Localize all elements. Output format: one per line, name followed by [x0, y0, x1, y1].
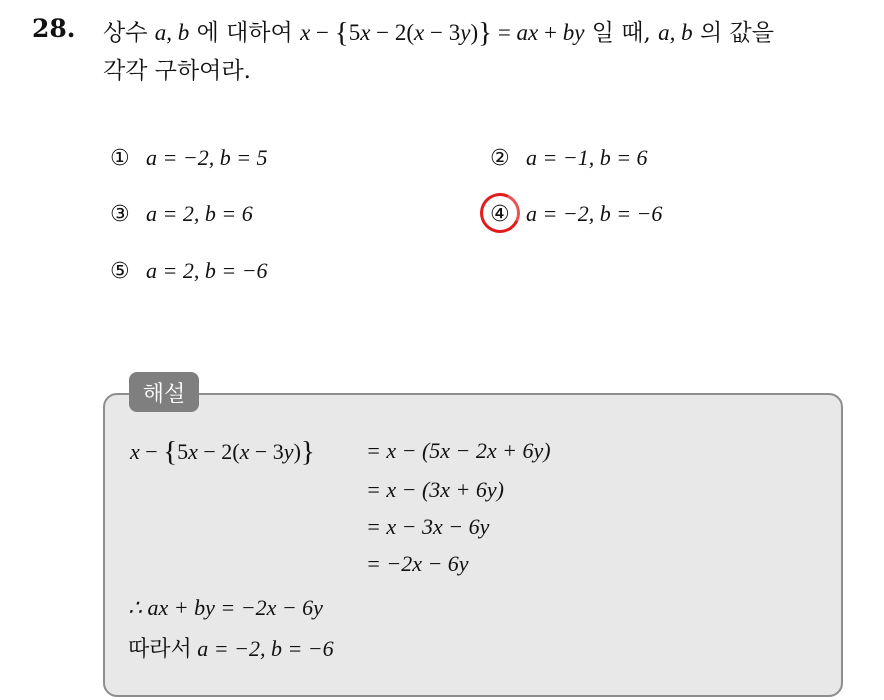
question-mid: 에 대하여 [196, 20, 293, 46]
choice-1[interactable] [110, 145, 268, 171]
solution-step-2: = x − (3x + 6y) [366, 477, 504, 502]
question-line2: 각각 구하여라. [103, 58, 251, 84]
question-post2: 의 값을 [699, 20, 774, 46]
choice-3-expr: a = 2, b = 6 [146, 201, 253, 226]
choice-5-number: ⑤ [110, 258, 130, 284]
solution-lhs: x − {5x − 2(x − 3y)} [130, 436, 315, 468]
answer-mark-circle [474, 187, 525, 238]
solution-therefore: ∴ ax + by = −2x − 6y [128, 595, 323, 620]
problem-number: 28. [32, 14, 76, 43]
choice-2-expr: a = −1, b = 6 [526, 145, 648, 170]
solution-step-3: = x − 3x − 6y [366, 514, 490, 539]
question-vars-2: a, b [658, 20, 693, 45]
solution-step-4: = −2x − 6y [366, 551, 469, 576]
solution-conclusion [128, 632, 334, 663]
question-equation: x − {5x − 2(x − 3y)} = ax + by [300, 17, 585, 49]
question-post1: 일 때, [591, 20, 651, 46]
solution-conclusion-values: a = −2, b = −6 [197, 636, 334, 661]
choice-3[interactable] [110, 201, 253, 227]
choice-1-number: ① [110, 145, 130, 171]
choice-3-number: ③ [110, 201, 130, 227]
solution-step-1: = x − (5x − 2x + 6y) [366, 438, 551, 463]
choice-2-number: ② [490, 145, 510, 171]
choice-5[interactable] [110, 258, 268, 284]
question-text [103, 14, 873, 90]
choice-4-number: ④ [490, 201, 510, 227]
choice-1-expr: a = −2, b = 5 [146, 145, 268, 170]
choice-5-expr: a = 2, b = −6 [146, 258, 268, 283]
solution-tab: 해설 [129, 372, 199, 412]
question-prefix: 상수 [103, 20, 148, 46]
choice-2[interactable] [490, 145, 648, 171]
choice-4-expr: a = −2, b = −6 [526, 201, 663, 226]
question-vars: a, b [154, 20, 190, 45]
solution-conclusion-label: 따라서 [128, 637, 192, 662]
